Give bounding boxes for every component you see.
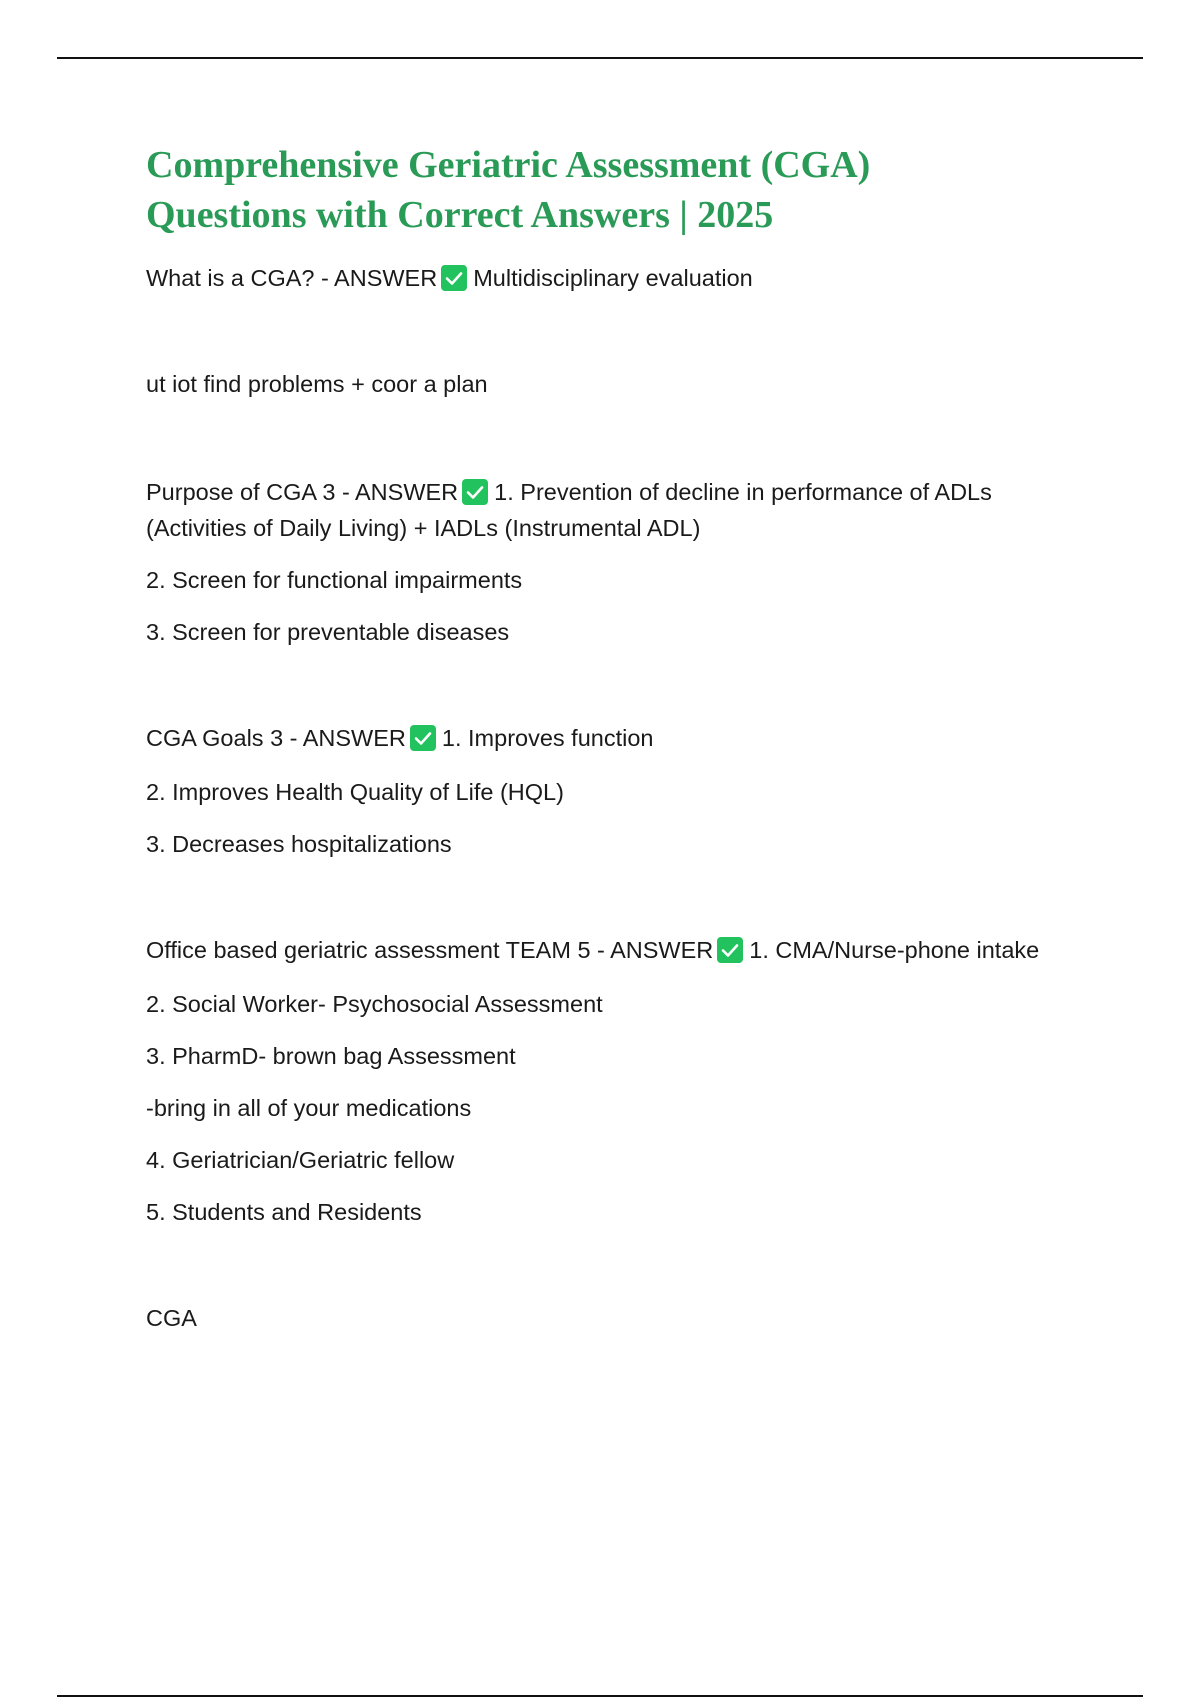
- qa-question-line: [146, 474, 1076, 546]
- qa-question-line: [146, 260, 1076, 296]
- qa-item: [146, 260, 1076, 296]
- question-text: What is a CGA? - ANSWER: [146, 265, 438, 291]
- answer-continuation: 3. PharmD- brown bag Assessment: [146, 1043, 516, 1069]
- answer-continuation: 3. Screen for preventable diseases: [146, 619, 510, 645]
- answer-continuation: -bring in all of your medications: [146, 1095, 472, 1121]
- question-text: ut iot find problems + coor a plan: [146, 371, 488, 397]
- qa-question-line: [146, 932, 1076, 968]
- title-line-2: Questions with Correct Answers | 2025: [146, 194, 774, 236]
- qa-item: [146, 474, 1076, 650]
- answer-text: 1. CMA/Nurse-phone intake: [749, 937, 1040, 963]
- qa-question-line: [146, 1300, 1076, 1336]
- question-text: Office based geriatric assessment TEAM 5 - ANSWER: [146, 937, 714, 963]
- bottom-rule: [57, 1695, 1143, 1697]
- answer-continuation: 2. Screen for functional impairments: [146, 567, 523, 593]
- check-box-icon: [441, 265, 467, 291]
- check-box-icon: [462, 479, 488, 505]
- check-box-icon: [410, 725, 436, 751]
- question-text: CGA Goals 3 - ANSWER: [146, 725, 406, 751]
- question-text: CGA: [146, 1305, 197, 1331]
- qa-question-line: [146, 720, 1076, 756]
- qa-item: [146, 1300, 1076, 1336]
- answer-text: 1. Improves function: [441, 725, 654, 751]
- answer-text: 1. Prevention of decline in performance of ADLs (Activities of Daily Living) + IADLs (Instrumental ADL): [146, 479, 992, 541]
- answer-text: Multidisciplinary evaluation: [473, 265, 753, 291]
- answer-continuation: 2. Social Worker- Psychosocial Assessment: [146, 991, 603, 1017]
- question-text: Purpose of CGA 3 - ANSWER: [146, 479, 459, 505]
- document-body: [146, 140, 1076, 1336]
- answer-continuation: 5. Students and Residents: [146, 1199, 422, 1225]
- qa-item: [146, 932, 1076, 1230]
- qa-item: [146, 720, 1076, 862]
- qa-question-line: [146, 366, 1076, 402]
- top-rule: [57, 57, 1143, 59]
- answer-continuation: 3. Decreases hospitalizations: [146, 831, 452, 857]
- check-box-icon: [717, 937, 743, 963]
- qa-item: [146, 366, 1076, 402]
- title-line-1: Comprehensive Geriatric Assessment (CGA): [146, 144, 871, 186]
- answer-continuation: 4. Geriatrician/Geriatric fellow: [146, 1147, 455, 1173]
- document-title: [146, 140, 1076, 240]
- answer-continuation: 2. Improves Health Quality of Life (HQL): [146, 779, 564, 805]
